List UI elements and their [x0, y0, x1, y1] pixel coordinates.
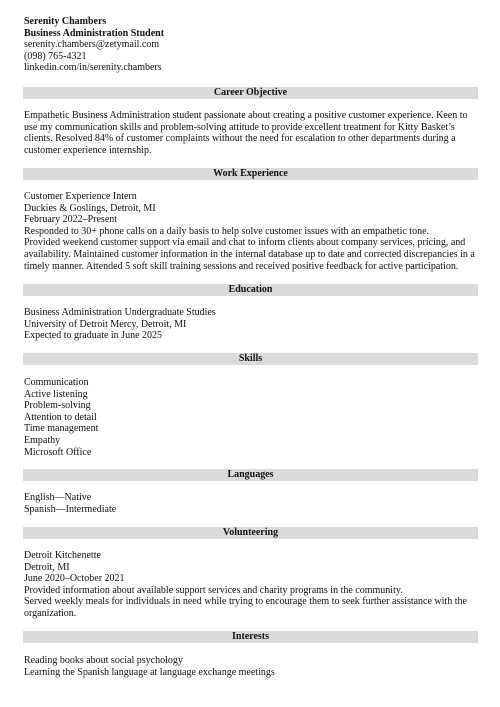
- section-heading-volunteering: Volunteering: [23, 527, 478, 539]
- section-heading-career-objective: Career Objective: [23, 87, 478, 99]
- volunteering-entry: [24, 550, 476, 620]
- phone-text: (098) 765-4321: [24, 50, 87, 62]
- interest-item: Learning the Spanish language at language exchange meetings: [24, 666, 275, 678]
- language-item: Spanish—Intermediate: [24, 503, 117, 515]
- section-heading-work-experience: Work Experience: [23, 168, 478, 180]
- interests-list: [24, 655, 476, 678]
- language-item: English—Native: [24, 492, 92, 503]
- career-objective-text: Empathetic Business Administration student passionate about creating a positive customer experience. Keen to use my communication skills and problem-solving attitude to provide excellent treatment for Kitty Basket’s clients. Resolved 84% of customer complaints without the need for escalation to other departments during a customer experience internship.: [24, 110, 468, 156]
- skill-item: Active listening: [24, 388, 88, 400]
- section-heading-interests: Interests: [23, 631, 478, 643]
- volunteer-dates: June 2020–October 2021: [24, 573, 125, 585]
- job-description-line: Responded to 30+ phone calls on a daily basis to help solve customer issues with an empathetic tone.: [24, 225, 430, 237]
- job-description-paragraph: Provided weekend customer support via email and chat to inform clients about company services, pricing, and availability. Maintained customer information in the internal database up to date and corrected discrepancies in a timely manner. Attended 5 soft skill training sessions and received positive feedback for active participation.: [24, 237, 475, 272]
- volunteer-org: Detroit Kitchenette: [24, 550, 101, 561]
- work-experience-entry: [24, 191, 476, 272]
- email-text: serenity.chambers@zetymail.com: [24, 39, 160, 51]
- education-school: University of Detroit Mercy, Detroit, MI: [24, 318, 187, 330]
- contact-header: [24, 16, 164, 74]
- section-heading-skills: Skills: [23, 353, 478, 365]
- education-program: Business Administration Undergraduate Studies: [24, 307, 216, 318]
- job-role: Customer Experience Intern: [24, 191, 137, 202]
- job-company: Duckies & Goslings, Detroit, MI: [24, 202, 156, 214]
- skill-item: Communication: [24, 377, 89, 388]
- languages-list: [24, 492, 476, 515]
- education-expected: Expected to graduate in June 2025: [24, 330, 163, 342]
- job-dates: February 2022–Present: [24, 214, 118, 226]
- skill-item: Problem-solving: [24, 400, 91, 412]
- candidate-title: Business Administration Student: [24, 27, 165, 39]
- volunteer-description-line: Provided information about available support services and charity programs in the community.: [24, 584, 403, 596]
- skill-item: Microsoft Office: [24, 446, 92, 458]
- interest-item: Reading books about social psychology: [24, 655, 183, 666]
- skill-item: Attention to detail: [24, 411, 97, 423]
- linkedin-text: linkedin.com/in/serenity.chambers: [24, 62, 162, 74]
- section-heading-languages: Languages: [23, 469, 478, 481]
- skill-item: Time management: [24, 423, 99, 435]
- candidate-name: Serenity Chambers: [24, 16, 107, 27]
- skills-list: [24, 377, 476, 458]
- education-entry: [24, 307, 476, 342]
- volunteer-location: Detroit, MI: [24, 561, 70, 573]
- volunteer-description-paragraph: Served weekly meals for individuals in need while trying to encourage them to seek further assistance with the organization.: [24, 596, 467, 619]
- skill-item: Empathy: [24, 434, 61, 446]
- section-heading-education: Education: [23, 284, 478, 296]
